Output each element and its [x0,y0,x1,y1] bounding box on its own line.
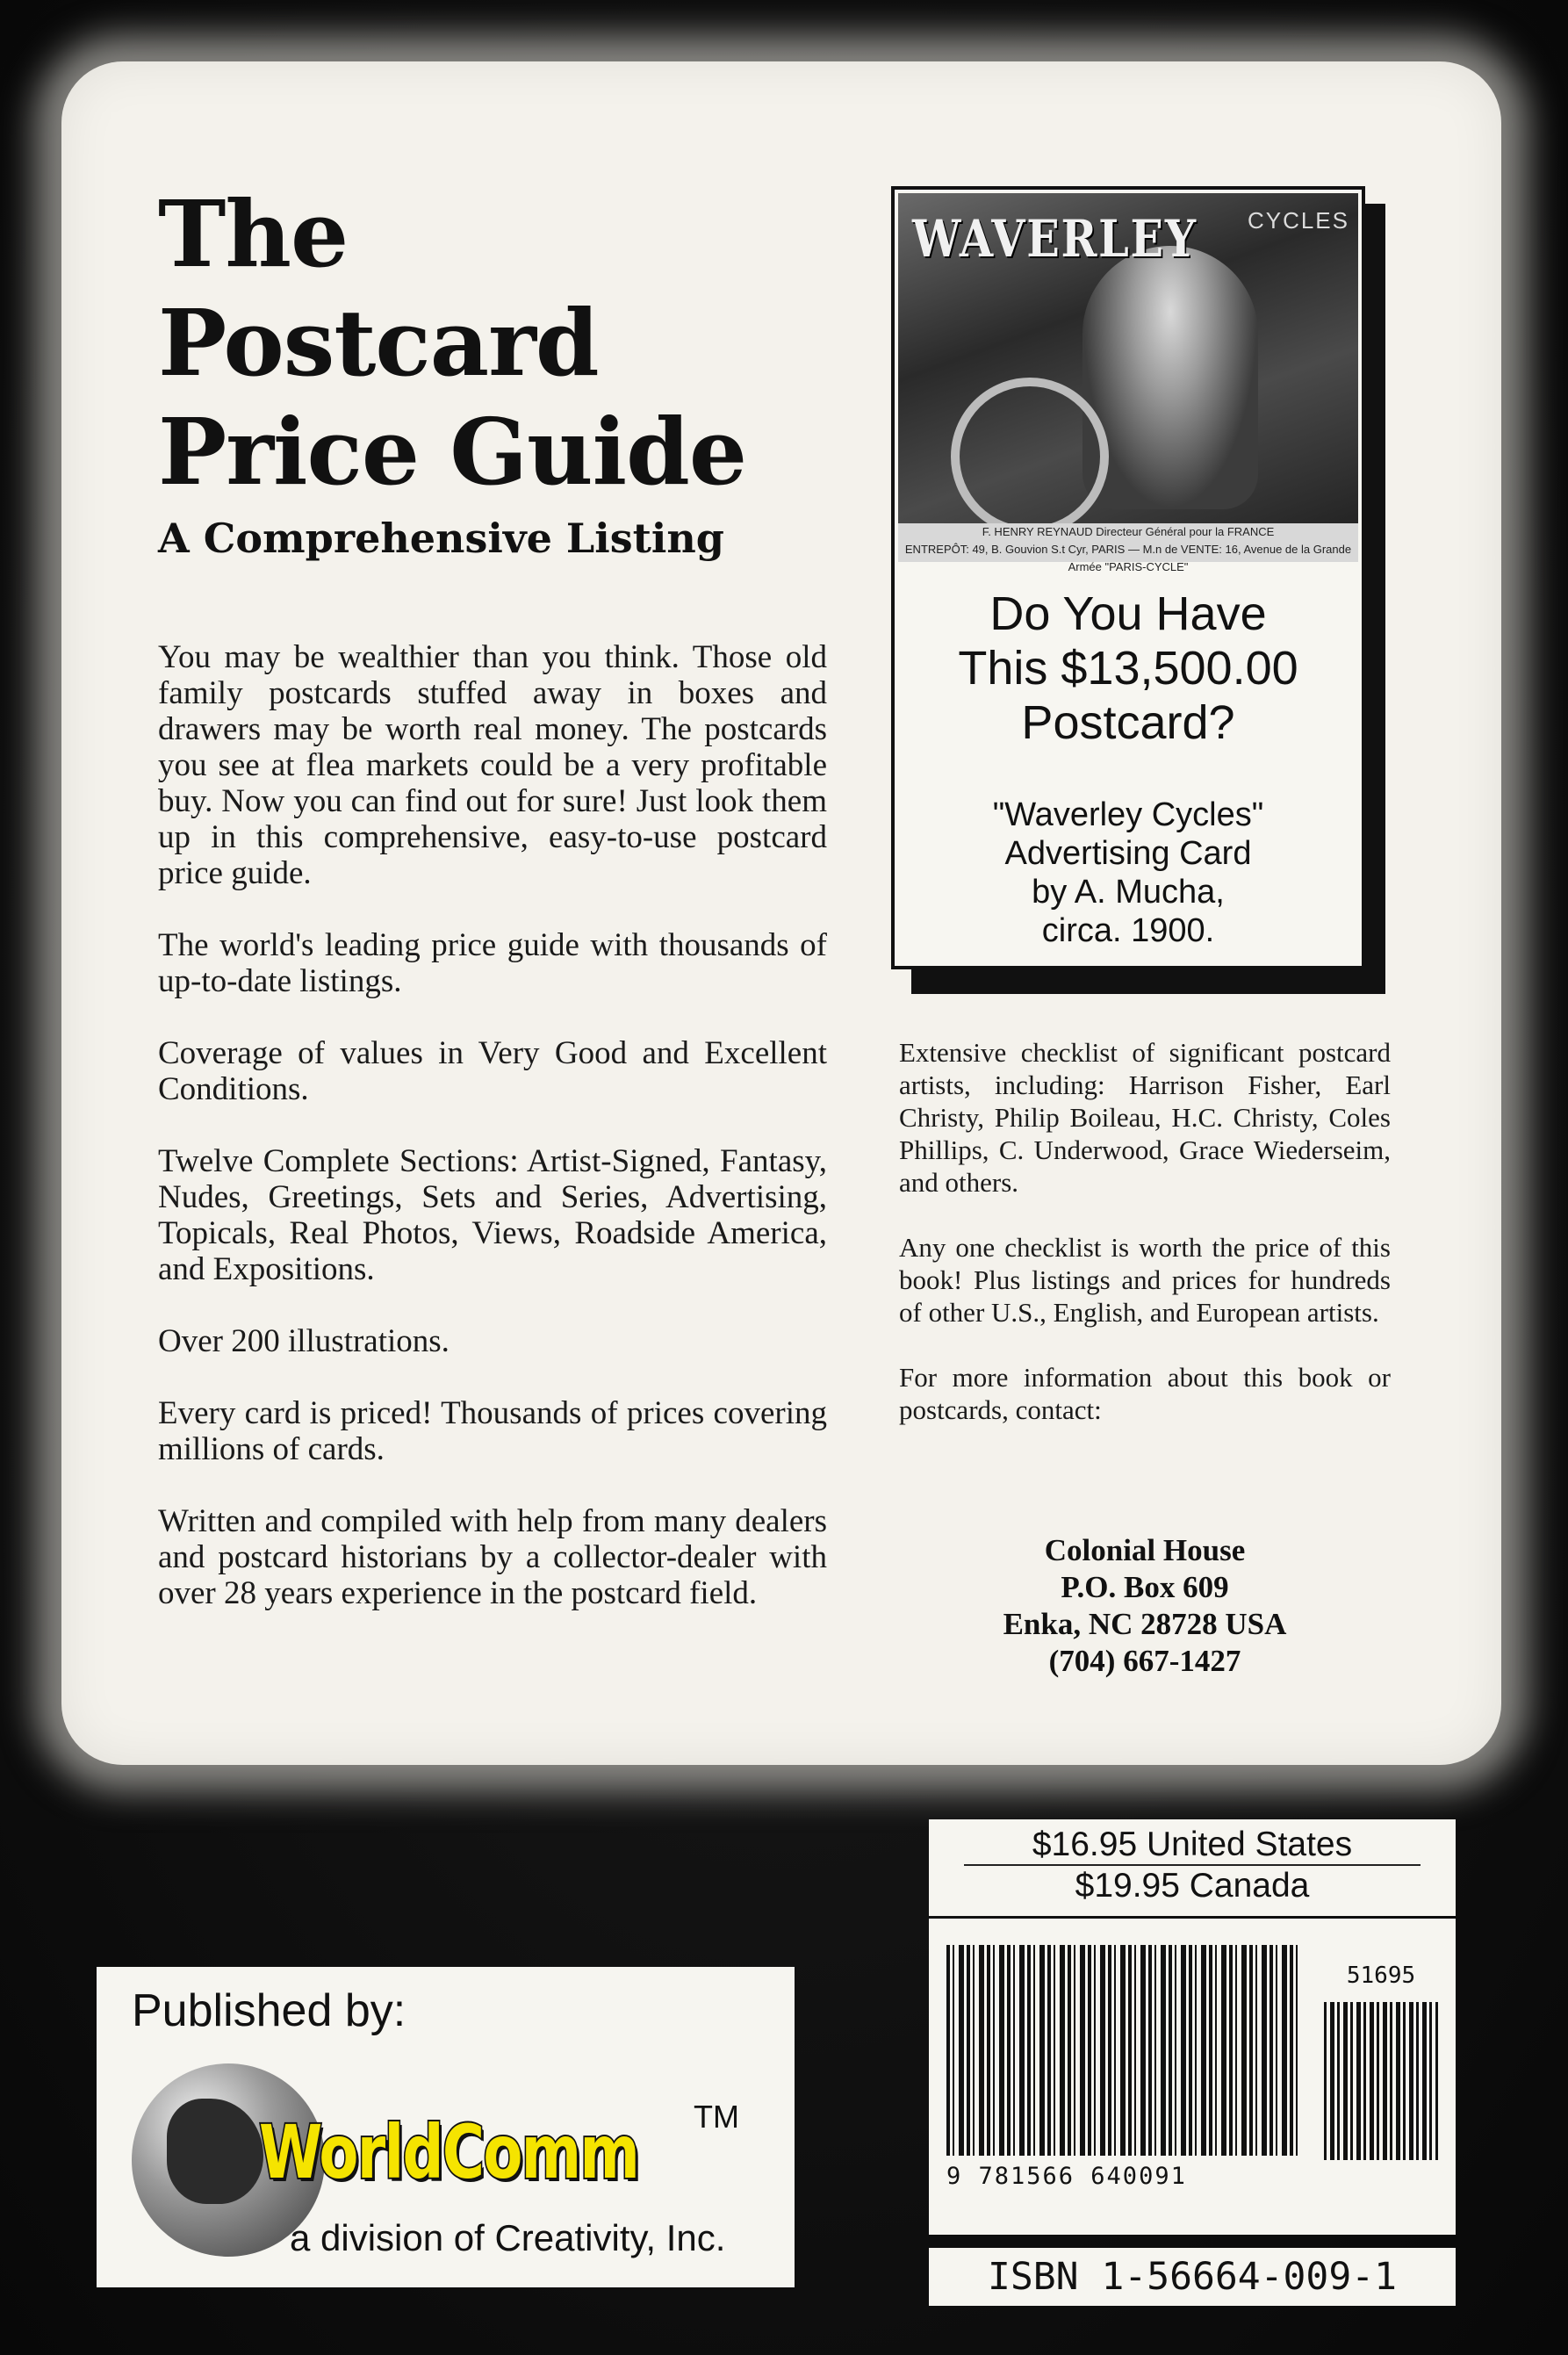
details-paragraph: Extensive checklist of significant postcard artists, including: Harrison Fisher, Earl Christy, Philip Boileau, H.C. Christy, Coles Phillips, C. Underwood, Grace Wiederseim, and others. [899,1037,1391,1198]
desc-line: circa. 1900. [1041,912,1215,949]
trademark-mark: TM [694,2099,739,2135]
book-subtitle: A Comprehensive Listing [158,515,724,562]
contact-phone: (704) 667-1427 [1048,1644,1241,1678]
barcode-box [929,1919,1456,2235]
headline-line: Do You Have [989,587,1267,640]
intro-paragraph: Coverage of values in Very Good and Excellent Conditions. [158,1035,827,1107]
promo-headline [895,587,1362,750]
desc-line: by A. Mucha, [1032,874,1225,911]
title-line: The [158,180,349,288]
intro-paragraph: The world's leading price guide with thousands of up-to-date listings. [158,927,827,999]
price-box [929,1819,1456,1916]
promo-box [891,186,1365,969]
promo-description [895,796,1362,950]
art-brand-text: WAVERLEY [912,209,1198,269]
art-bicycle-wheel [951,378,1109,536]
contact-po-box: P.O. Box 609 [1061,1570,1229,1604]
publisher-box [97,1967,795,2287]
details-paragraph: For more information about this book or postcards, contact: [899,1362,1391,1425]
art-woman-figure [1082,246,1258,509]
details-text [899,1036,1391,1458]
intro-paragraph: Twelve Complete Sections: Artist-Signed, Fantasy, Nudes, Greetings, Sets and Series, Advertising, Topicals, Real Photos, Views, Roadside America, and Expositions. [158,1143,827,1287]
title-line: Postcard [158,289,599,397]
intro-paragraph: Over 200 illustrations. [158,1323,450,1359]
intro-paragraph: Every card is priced! Thousands of prices covering millions of cards. [158,1395,827,1467]
waverley-postcard-image [898,193,1358,573]
ean-number: 9 781566 640091 [946,2163,1187,2190]
isbn-number: ISBN 1-56664-009-1 [929,2248,1456,2306]
intro-paragraph: You may be wealthier than you think. Those old family postcards stuffed away in boxes and drawers may be worth real money. The postcards you see at flea markets could be a very profitable buy. Now you can find out for sure! Just look them up in this comprehensive, easy-to-use postcard price guide. [158,639,827,891]
worldcomm-logo: WorldComm [259,2109,639,2195]
desc-line: "Waverley Cycles" [992,796,1264,833]
book-title [158,180,878,507]
publisher-division: a division of Creativity, Inc. [290,2217,726,2258]
price-canada: $19.95 Canada [1075,1867,1310,1905]
title-line: Price Guide [158,398,747,506]
contact-city: Enka, NC 28728 USA [1003,1607,1287,1641]
headline-line: This $13,500.00 [958,642,1298,695]
ean-barcode [946,1945,1298,2156]
contact-name: Colonial House [1044,1533,1246,1567]
price-us: $16.95 United States [964,1825,1421,1866]
intro-text [158,639,827,1647]
published-by-label: Published by: [132,1985,406,2036]
headline-line: Postcard? [1021,696,1235,749]
art-caption [898,523,1358,573]
intro-paragraph: Written and compiled with help from many dealers and postcard historians by a collector-dealer with over 28 years experience in the postcard field. [158,1503,827,1611]
art-caption-line: ENTREPÔT: 49, B. Gouvion S.t Cyr, PARIS — M.n de VENTE: 16, Avenue de la Grande Armée "PARIS-CYCLE" [904,543,1352,573]
details-paragraph: Any one checklist is worth the price of this book! Plus listings and prices for hundreds of other U.S., English, and European artists. [899,1232,1391,1328]
desc-line: Advertising Card [1004,835,1252,872]
art-caption-line: F. HENRY REYNAUD Directeur Général pour la FRANCE [982,525,1275,538]
art-cycles-text: CYCLES [1247,207,1349,234]
addon-barcode [1324,2002,1438,2160]
contact-address [899,1532,1391,1680]
barcode-addon-number: 51695 [1346,1962,1416,1989]
